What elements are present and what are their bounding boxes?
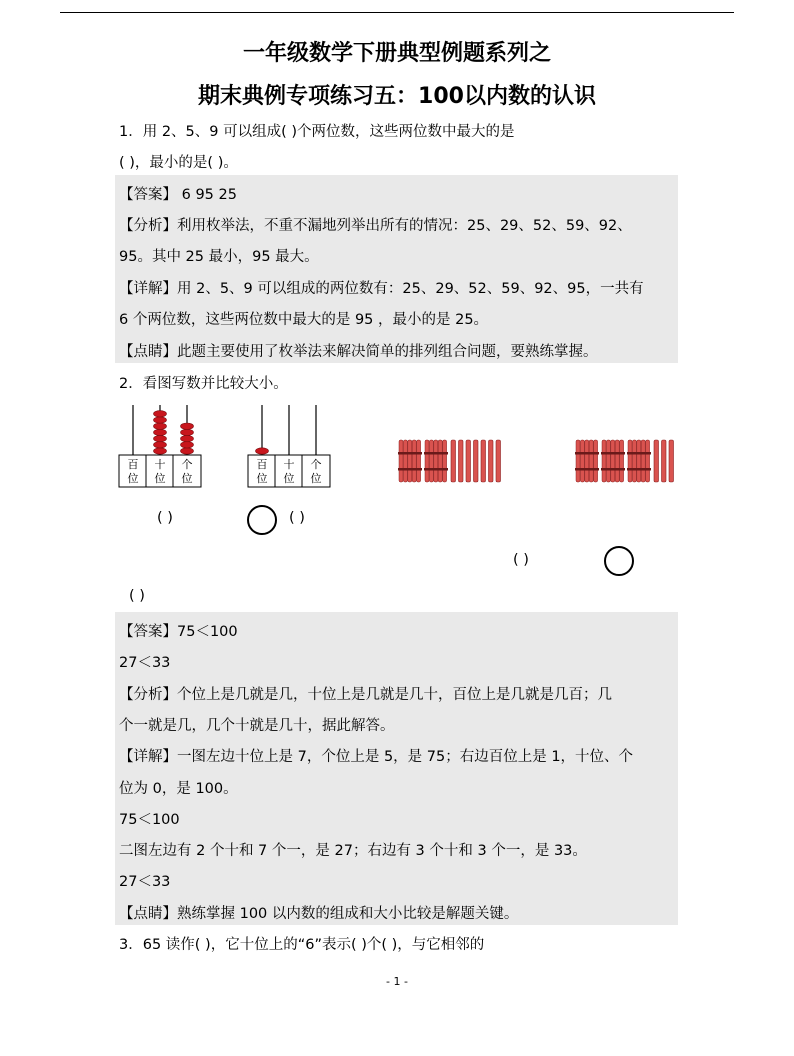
abacus-bead [154,435,167,441]
svg-text:位: 位 [310,472,322,485]
q2-detail-2: 位为 0，是 100。 [119,781,238,797]
blank-left-2[interactable]: ( ) [129,588,145,604]
title-line-1: 一年级数学下册典型例题系列之 [242,41,551,66]
q2-answer-1: 【答案】75＜100 [119,624,238,640]
abacus-bead [181,442,194,448]
page-number: - 1 - [386,975,408,988]
q1-analysis-1: 【分析】利用枚举法，不重不漏地列举出所有的情况：25、29、52、59、92、 [119,218,632,234]
svg-text:位: 位 [154,472,166,485]
abacus-bead [181,435,194,441]
blank-right-2[interactable]: ( ) [513,552,529,568]
q1-detail-2: 6 个两位数，这些两位数中最大的是 95 ，最小的是 25。 [119,312,489,328]
q2-answer-2: 27＜33 [119,655,171,671]
stick [451,440,456,482]
stick [474,440,479,482]
q1-answer: 【答案】 6 95 25 [119,187,237,203]
q2-detail-1: 【详解】一图左边十位上是 7，个位上是 5，是 75；右边百位上是 1，十位、个 [119,749,634,765]
stick [481,440,486,482]
abacus-bead [154,429,167,435]
abacus-bead [154,417,167,423]
blank-right-1[interactable]: ( ) [289,510,305,526]
sticks-picture-2 [574,436,674,486]
stick-bundle [601,440,625,482]
svg-text:个: 个 [310,458,322,471]
abacus-bead [154,411,167,417]
abacus-bead [256,448,269,454]
svg-text:位: 位 [256,472,268,485]
abacus-bead [181,429,194,435]
q2-analysis-2: 个一就是几，几个十就是几十，据此解答。 [119,718,395,734]
q1-point: 【点睛】此题主要使用了枚举法来解决简单的排列组合问题，要熟练掌握。 [119,344,598,360]
svg-text:十: 十 [283,458,295,471]
stick [489,440,494,482]
stick [459,440,464,482]
sticks-picture-1 [397,436,507,486]
stick [654,440,659,482]
q2-point: 【点睛】熟练掌握 100 以内数的组成和大小比较是解题关键。 [119,906,519,922]
stick [662,440,667,482]
abacus-label-tens: 十 [154,458,166,471]
blank-left-1[interactable]: ( ) [157,510,173,526]
q2-detail-5: 27＜33 [119,874,171,890]
abacus-bead [154,448,167,454]
abacus-bead [154,423,167,429]
stick-bundle [424,440,448,482]
hundreds-beads [256,448,269,454]
svg-text:百: 百 [256,458,268,471]
abacus-bead [181,423,194,429]
stick-bundle [398,440,422,482]
stick [669,440,674,482]
svg-text:位: 位 [283,472,295,485]
svg-text:位: 位 [127,472,139,485]
stick [466,440,471,482]
q1-detail-1: 【详解】用 2、5、9 可以组成的两位数有：25、29、52、59、92、95，一共有 [119,281,644,297]
abacus-2 [245,403,335,489]
tens-beads [154,411,167,455]
q1-analysis-2: 95。其中 25 最小，95 最大。 [119,249,319,265]
abacus-1 [116,403,206,489]
title-line-2: 期末典例专项练习五：100以内数的认识 [198,84,596,109]
svg-text:位: 位 [181,472,193,485]
abacus-label-ones: 个 [181,458,193,471]
q2-line-1: 2．看图写数并比较大小。 [119,376,288,392]
q3-line-1: 3．65 读作( )，它十位上的“6”表示( )个( )，与它相邻的 [119,937,485,953]
ones-beads [181,423,194,454]
stick-bundle [627,440,651,482]
compare-circle-2[interactable] [604,546,634,576]
q2-analysis-1: 【分析】个位上是几就是几，十位上是几就是几十，百位上是几就是几百；几 [119,687,612,703]
q2-answer-block [115,612,678,925]
q1-line-2: ( )，最小的是( )。 [119,155,238,171]
header-rule [60,12,734,13]
q2-detail-3: 75＜100 [119,812,180,828]
q2-detail-4: 二图左边有 2 个十和 7 个一，是 27；右边有 3 个十和 3 个一，是 33。 [119,843,587,859]
abacus-label-hundreds: 百 [127,458,139,471]
abacus-bead [154,442,167,448]
compare-circle-1[interactable] [247,505,277,535]
q1-line-1: 1．用 2、5、9 可以组成( )个两位数，这些两位数中最大的是 [119,124,515,140]
stick [496,440,501,482]
abacus-bead [181,448,194,454]
stick-bundle [575,440,599,482]
